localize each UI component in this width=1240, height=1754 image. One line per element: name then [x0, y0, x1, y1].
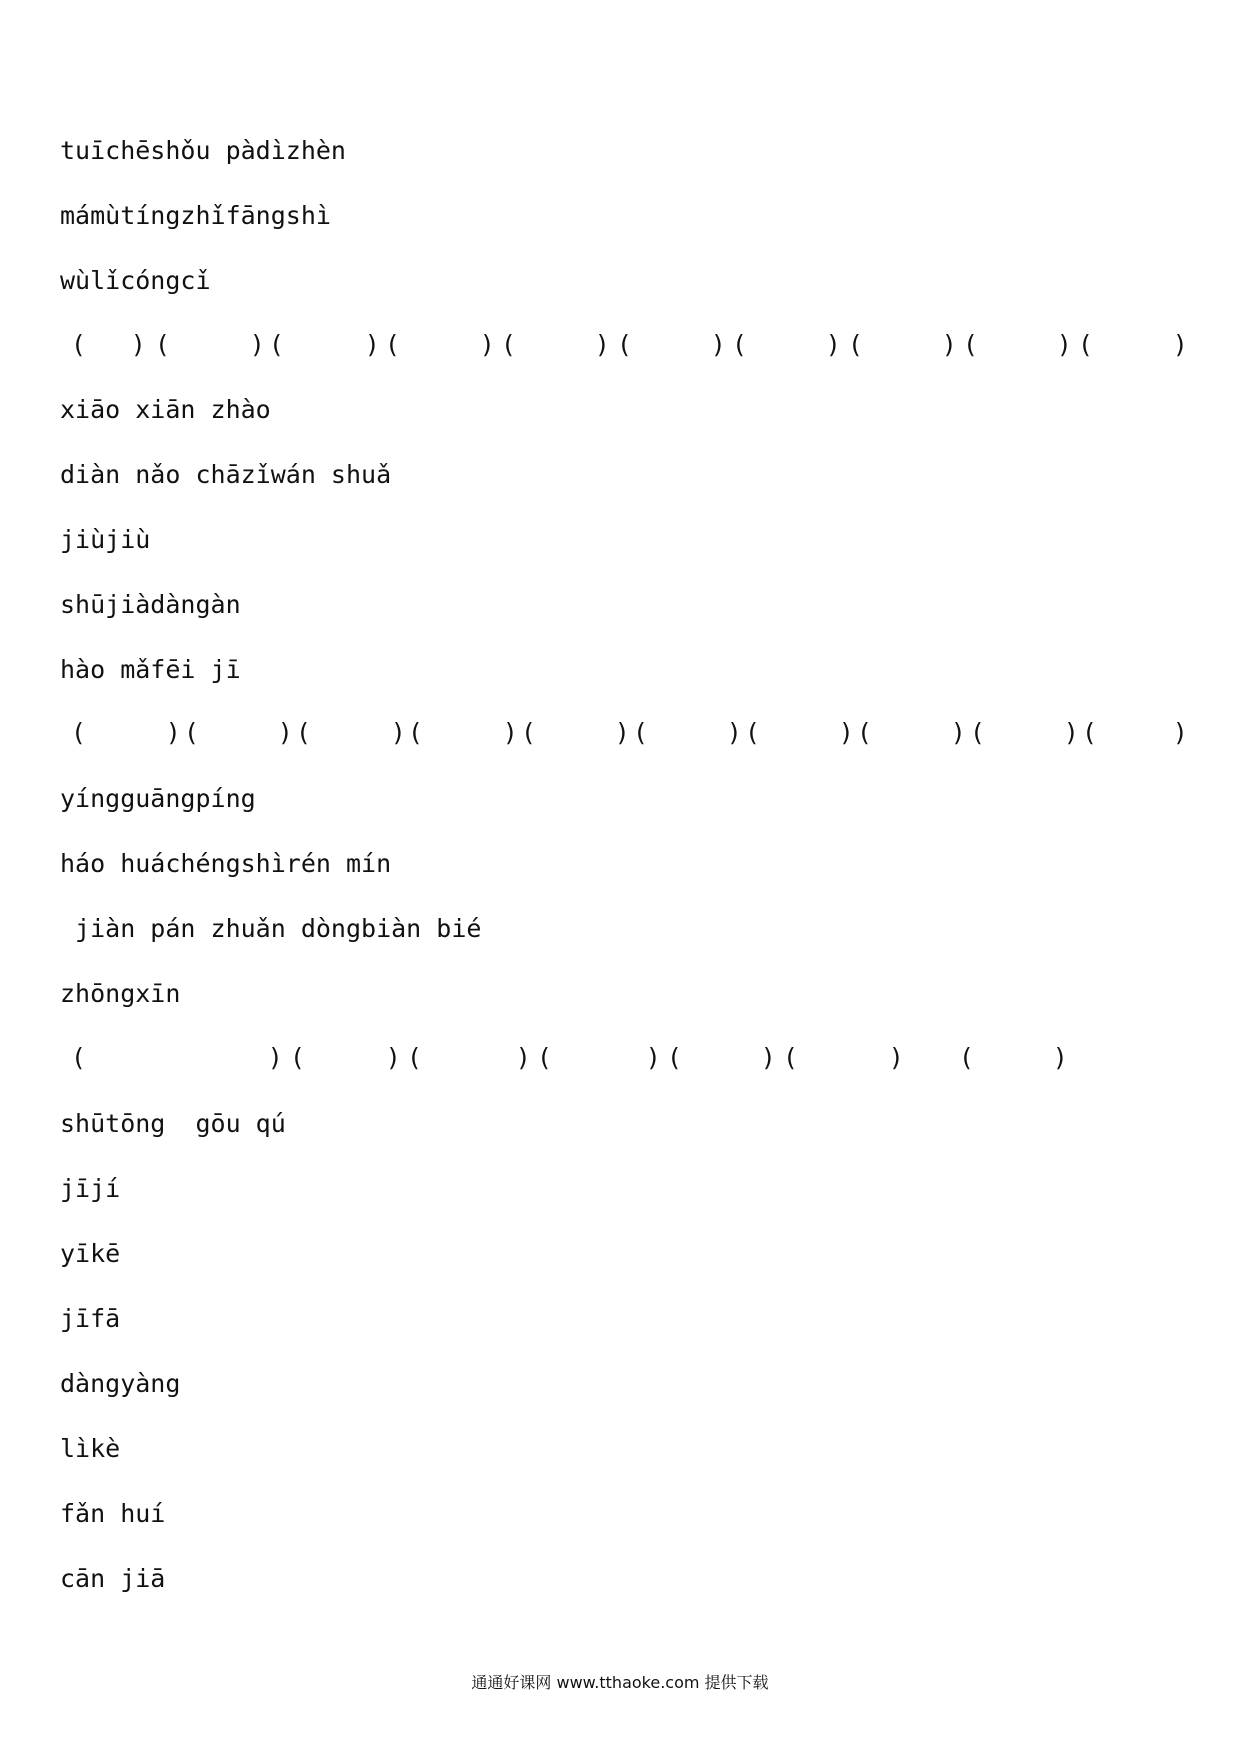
pinyin-line: cān jiā [60, 1564, 166, 1593]
open-paren: ( [411, 718, 421, 747]
close-paren: ) [1059, 330, 1069, 359]
close-paren: ) [518, 1043, 528, 1072]
open-paren: ( [962, 1043, 972, 1072]
close-paren: ) [953, 718, 963, 747]
close-paren: ) [597, 330, 607, 359]
open-paren: ( [388, 330, 398, 359]
open-paren: ( [504, 330, 514, 359]
open-paren: ( [74, 330, 84, 359]
close-paren: ) [648, 1043, 658, 1072]
pinyin-line: jījí [60, 1174, 121, 1203]
close-paren: ) [1175, 718, 1185, 747]
pinyin-line: yīkē [60, 1239, 121, 1268]
pinyin-line: dàngyàng [60, 1369, 181, 1398]
pinyin-line: mámùtíngzhǐfāngshì [60, 201, 331, 230]
pinyin-line: xiāo xiān zhào [60, 395, 271, 424]
close-paren: ) [828, 330, 838, 359]
pinyin-line: jiàn pán zhuǎn dòngbiàn bié [60, 914, 482, 943]
answer-blank-row [0, 330, 1240, 360]
close-paren: ) [270, 1043, 280, 1072]
close-paren: ) [944, 330, 954, 359]
open-paren: ( [735, 330, 745, 359]
footer-text: 通通好课网 www.tthaoke.com 提供下载 [471, 1673, 769, 1692]
open-paren: ( [299, 718, 309, 747]
pinyin-line: shūtōng gōu qú [60, 1109, 286, 1138]
open-paren: ( [158, 330, 168, 359]
close-paren: ) [841, 718, 851, 747]
open-paren: ( [851, 330, 861, 359]
open-paren: ( [74, 718, 84, 747]
open-paren: ( [293, 1043, 303, 1072]
pinyin-line: fǎn huí [60, 1499, 166, 1528]
pinyin-line: diàn nǎo chāzǐwán shuǎ [60, 460, 392, 489]
close-paren: ) [482, 330, 492, 359]
open-paren: ( [187, 718, 197, 747]
pinyin-line: yíngguāngpíng [60, 784, 256, 813]
close-paren: ) [1055, 1043, 1065, 1072]
open-paren: ( [966, 330, 976, 359]
pinyin-line: jīfā [60, 1304, 121, 1333]
answer-blank-row [0, 1043, 1240, 1073]
open-paren: ( [620, 330, 630, 359]
close-paren: ) [133, 330, 143, 359]
open-paren: ( [540, 1043, 550, 1072]
pinyin-line: wùlǐcóngcǐ [60, 266, 211, 295]
open-paren: ( [786, 1043, 796, 1072]
open-paren: ( [74, 1043, 84, 1072]
open-paren: ( [670, 1043, 680, 1072]
open-paren: ( [524, 718, 534, 747]
pinyin-line: hào mǎfēi jī [60, 655, 241, 684]
pinyin-line: zhōngxīn [60, 979, 181, 1008]
close-paren: ) [1175, 330, 1185, 359]
open-paren: ( [973, 718, 983, 747]
pinyin-line: háo huáchéngshìrén mín [60, 849, 392, 878]
pinyin-line: jiùjiù [60, 525, 151, 554]
close-paren: ) [393, 718, 403, 747]
open-paren: ( [272, 330, 282, 359]
open-paren: ( [636, 718, 646, 747]
open-paren: ( [860, 718, 870, 747]
close-paren: ) [388, 1043, 398, 1072]
open-paren: ( [1081, 330, 1091, 359]
close-paren: ) [252, 330, 262, 359]
open-paren: ( [748, 718, 758, 747]
close-paren: ) [168, 718, 178, 747]
open-paren: ( [410, 1043, 420, 1072]
pinyin-line: shūjiàdàngàn [60, 590, 241, 619]
close-paren: ) [617, 718, 627, 747]
close-paren: ) [713, 330, 723, 359]
pinyin-line: tuīchēshǒu pàdìzhèn [60, 136, 346, 165]
close-paren: ) [729, 718, 739, 747]
close-paren: ) [280, 718, 290, 747]
close-paren: ) [367, 330, 377, 359]
pinyin-line: lìkè [60, 1434, 121, 1463]
answer-blank-row [0, 718, 1240, 748]
open-paren: ( [1085, 718, 1095, 747]
close-paren: ) [1066, 718, 1076, 747]
close-paren: ) [891, 1043, 901, 1072]
close-paren: ) [763, 1043, 773, 1072]
close-paren: ) [505, 718, 515, 747]
